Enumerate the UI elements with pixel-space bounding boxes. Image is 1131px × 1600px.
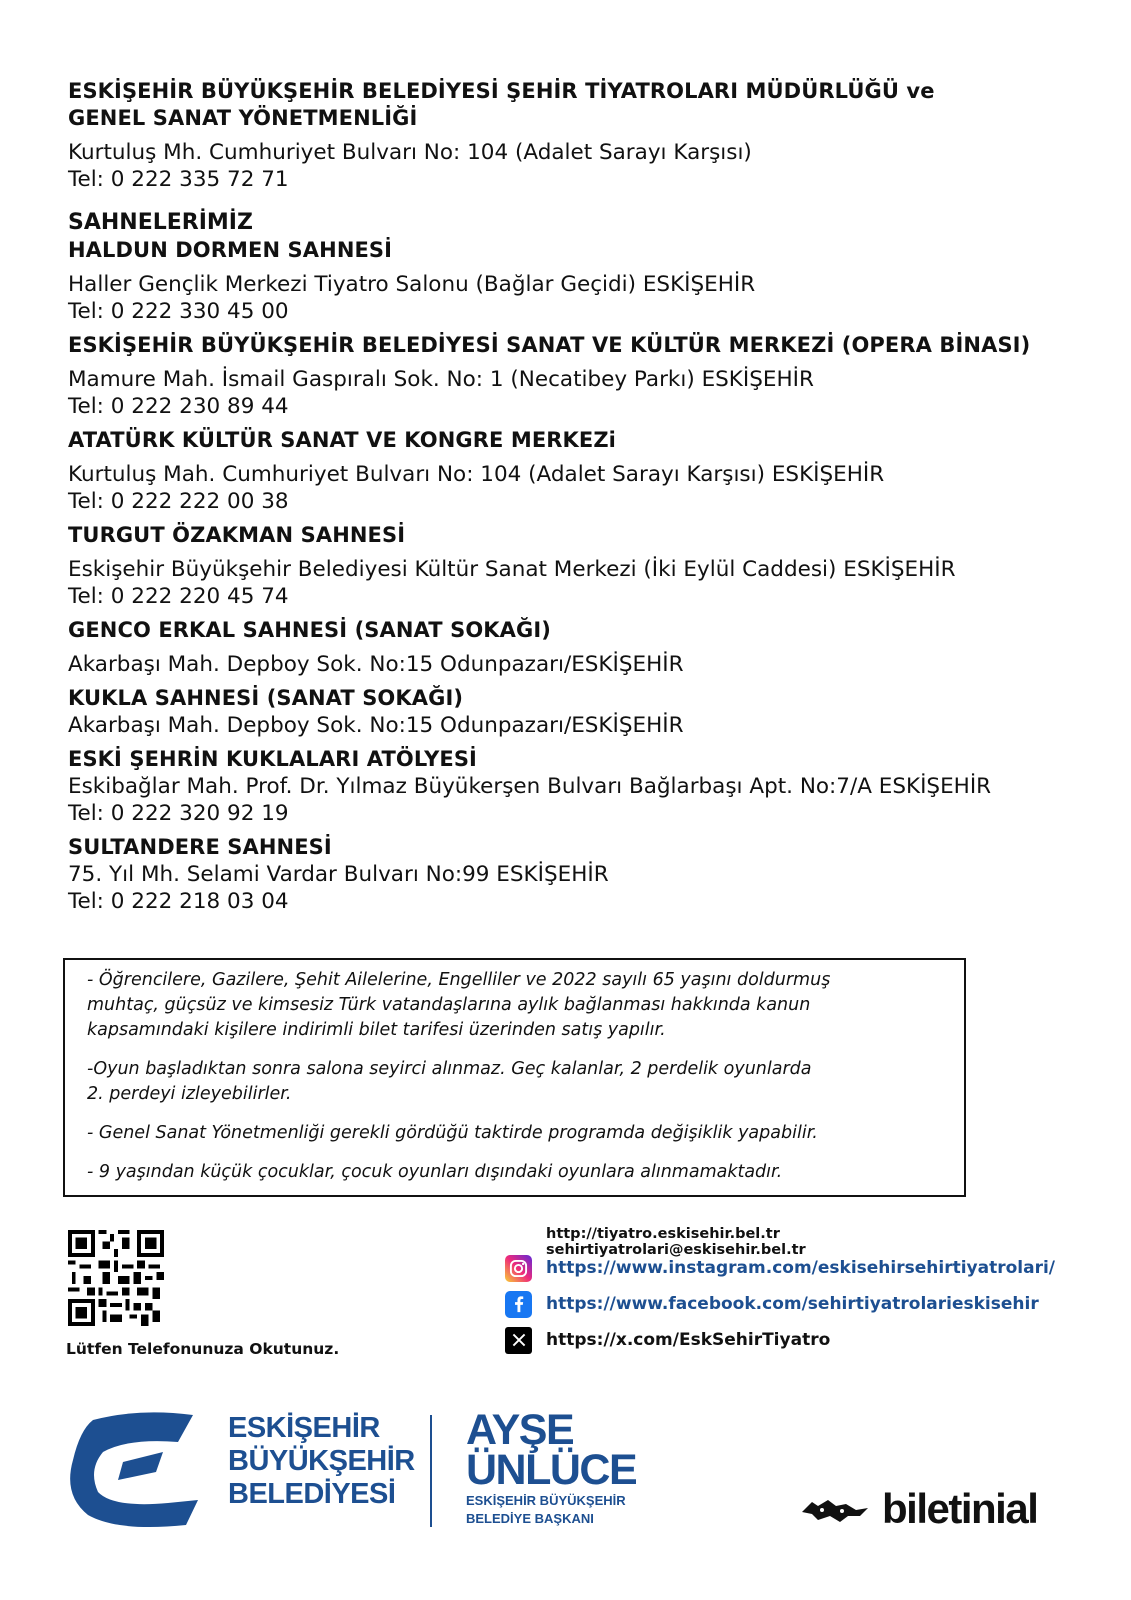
x-row [505,1322,1065,1358]
facebook-icon [505,1291,532,1318]
mayor-signature [466,1406,637,1526]
ebb-logo [68,1400,218,1530]
biletinial-logo [800,1485,1037,1533]
stage-tel: Tel: 0 222 218 03 04 [68,889,289,914]
mayor-name-line: ÜNLÜCE [466,1446,637,1494]
qr-section [66,1230,356,1358]
stage-tel: Tel: 0 222 320 92 19 [68,801,289,826]
notice-line: kapsamındaki kişilere indirimli bilet tarifesi üzerinden satış yapılır. [87,1020,666,1040]
notice-line: - Öğrencilere, Gazilere, Şehit Ailelerine, Engelliler ve 2022 sayılı 65 yaşını doldurmuş [87,970,831,990]
facebook-link[interactable]: https://www.facebook.com/sehirtiyatrolarieskisehir [546,1294,1039,1314]
biletinial-wordmark: biletinial [882,1485,1038,1532]
qr-code[interactable] [68,1230,164,1326]
directorate-title-line1: ESKİŞEHİR BÜYÜKŞEHİR BELEDİYESİ ŞEHİR TİYATROLARI MÜDÜRLÜĞÜ ve [68,79,935,103]
stage-address: Akarbaşı Mah. Depboy Sok. No:15 Odunpazarı/ESKİŞEHİR [68,652,684,677]
stage-name: ATATÜRK KÜLTÜR SANAT VE KONGRE MERKEZi [68,428,616,452]
notice-paragraph [87,1057,940,1107]
stage-name: TURGUT ÖZAKMAN SAHNESİ [68,523,406,547]
facebook-row [505,1286,1065,1322]
email-link[interactable]: sehirtiyatrolari@eskisehir.bel.tr [546,1242,806,1258]
stage-name: KUKLA SAHNESİ (SANAT SOKAĞI) [68,686,464,710]
mayor-title-line: BELEDİYE BAŞKANI [466,1511,594,1526]
directorate-title-line2: GENEL SANAT YÖNETMENLİĞİ [68,106,418,130]
notice-line: - Genel Sanat Yönetmenliği gerekli gördüğü taktirde programda değişiklik yapabilir. [87,1123,818,1143]
web-contact-row [505,1226,1065,1258]
stage-address: Haller Gençlik Merkezi Tiyatro Salonu (Bağlar Geçidi) ESKİŞEHİR [68,272,756,297]
mayor-name-line: AYŞE [466,1406,574,1454]
biletinial-mark-icon [800,1494,870,1524]
stage-address: Kurtuluş Mah. Cumhuriyet Bulvarı No: 104 (Adalet Sarayı Karşısı) ESKİŞEHİR [68,462,885,487]
stage-address: Eskibağlar Mah. Prof. Dr. Yılmaz Büyükerşen Bulvarı Bağlarbaşı Apt. No:7/A ESKİŞEHİR [68,774,992,799]
notice-paragraph [87,1121,940,1146]
stage-name: SULTANDERE SAHNESİ [68,835,332,859]
x-link[interactable]: https://x.com/EskSehirTiyatro [546,1330,831,1350]
contact-links [505,1226,1065,1358]
stage-name: GENCO ERKAL SAHNESİ (SANAT SOKAĞI) [68,618,551,642]
stage-tel: Tel: 0 222 220 45 74 [68,584,289,609]
stage-name: HALDUN DORMEN SAHNESİ [68,238,393,262]
stage-tel: Tel: 0 222 222 00 38 [68,489,289,514]
stage-address: Mamure Mah. İsmail Gaspıralı Sok. No: 1 (Necatibey Parkı) ESKİŞEHİR [68,367,814,392]
ebb-name-line: ESKİŞEHİR [228,1412,380,1444]
instagram-icon [505,1255,532,1282]
stage-name: ESKİ ŞEHRİN KUKLALARI ATÖLYESİ [68,747,477,771]
ebb-name-line: BELEDİYESİ [228,1478,396,1510]
directorate-tel: Tel: 0 222 335 72 71 [68,167,289,192]
notice-line: - 9 yaşından küçük çocuklar, çocuk oyunları dışındaki oyunlara alınmamaktadır. [87,1162,783,1182]
logo-divider [430,1415,432,1527]
venue-info [68,78,1058,915]
notice-line: -Oyun başladıktan sonra salona seyirci alınmaz. Geç kalanlar, 2 perdelik oyunlarda [87,1059,812,1079]
directorate-address: Kurtuluş Mh. Cumhuriyet Bulvarı No: 104 (Adalet Sarayı Karşısı) [68,140,752,165]
ebb-name [228,1412,415,1511]
notice-line: muhtaç, güçsüz ve kimsesiz Türk vatandaşlarına aylık bağlanması hakkında kanun [87,995,811,1015]
stages-title: SAHNELERİMİZ [68,210,253,235]
stage-tel: Tel: 0 222 330 45 00 [68,299,289,324]
notice-paragraph [87,968,940,1043]
qr-label: Lütfen Telefonunuza Okutunuz. [66,1340,340,1358]
stage-address: Eskişehir Büyükşehir Belediyesi Kültür Sanat Merkezi (İki Eylül Caddesi) ESKİŞEHİR [68,557,956,582]
ebb-name-line: BÜYÜKŞEHİR [228,1445,415,1477]
notice-paragraph [87,1160,940,1185]
stage-name: ESKİŞEHİR BÜYÜKŞEHİR BELEDİYESİ SANAT VE KÜLTÜR MERKEZİ (OPERA BİNASI) [68,333,1031,357]
x-icon [505,1327,532,1354]
notice-line: 2. perdeyi izleyebilirler. [87,1084,292,1104]
website-link[interactable]: http://tiyatro.eskisehir.bel.tr [546,1226,780,1242]
stage-address: 75. Yıl Mh. Selami Vardar Bulvarı No:99 ESKİŞEHİR [68,862,609,887]
stage-address: Akarbaşı Mah. Depboy Sok. No:15 Odunpazarı/ESKİŞEHİR [68,713,684,738]
stage-tel: Tel: 0 222 230 89 44 [68,394,289,419]
instagram-link[interactable]: https://www.instagram.com/eskisehirsehirtiyatrolari/ [546,1258,1055,1278]
notice-box [63,958,966,1197]
mayor-title-line: ESKİŞEHİR BÜYÜKŞEHİR [466,1493,626,1508]
